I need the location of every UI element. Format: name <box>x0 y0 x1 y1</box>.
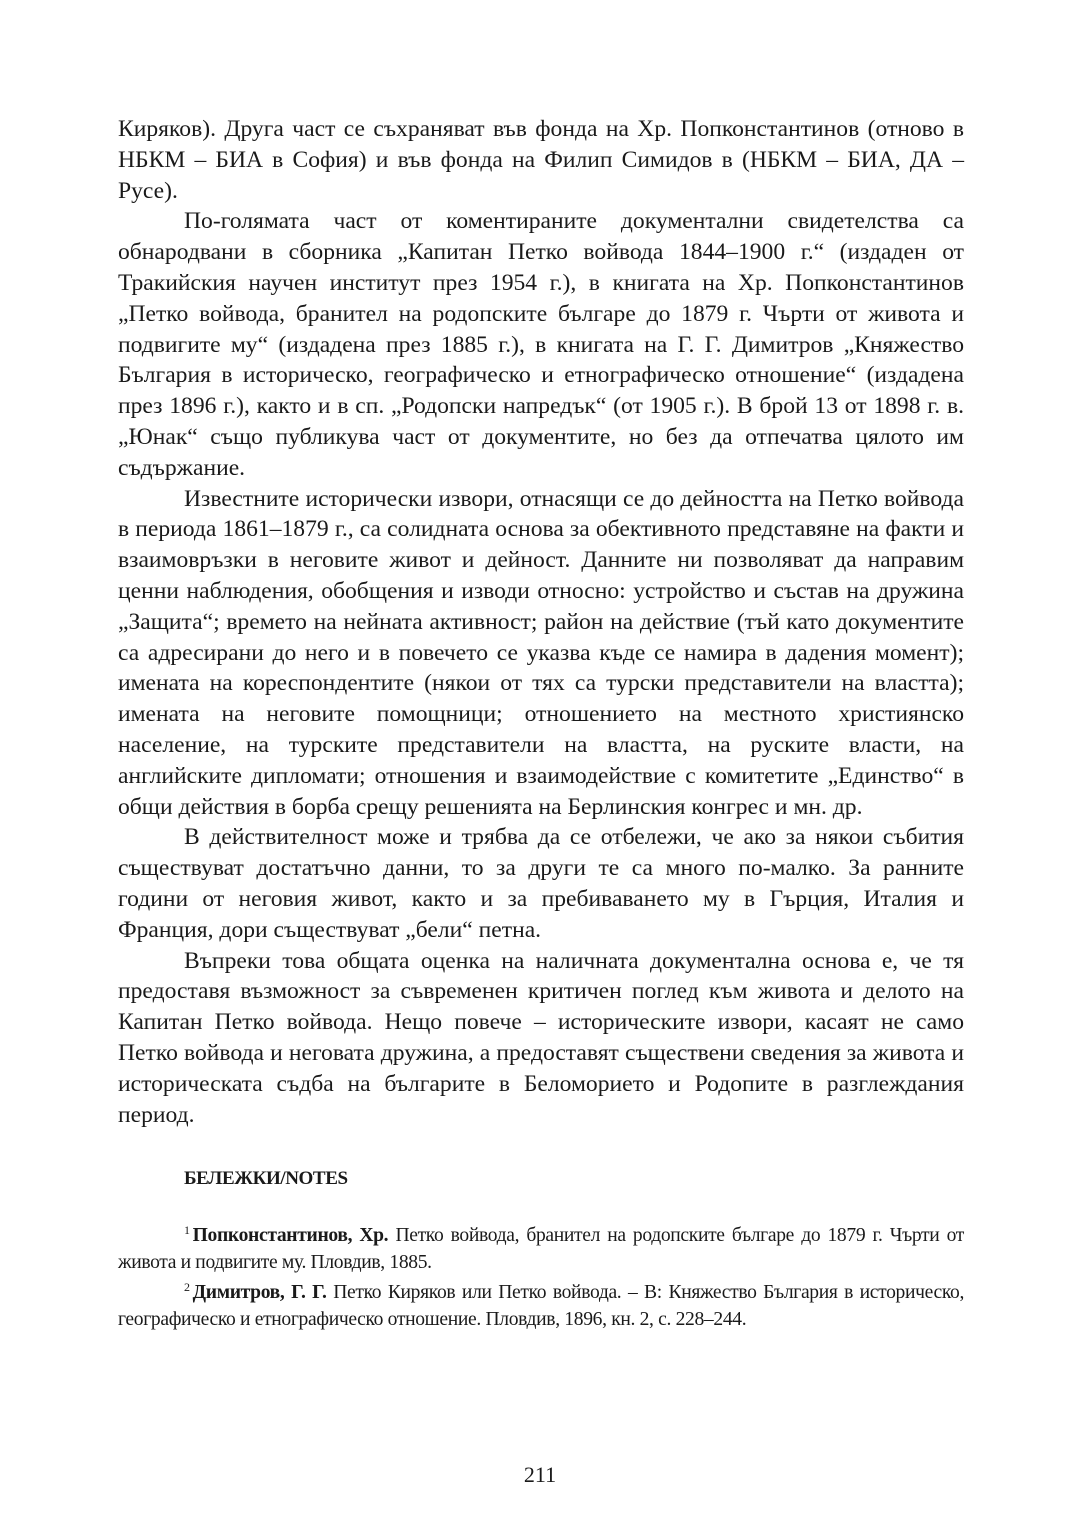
footnote-author: Попконстантинов, Хр. <box>192 1225 389 1247</box>
page-number: 211 <box>523 1462 557 1487</box>
footnote-number: 1 <box>184 1223 190 1238</box>
paragraph-continuation: Киряков). Друга част се съхраняват във фонда на Хр. Попконстантинов (отново в НБКМ – БИА в София) и във фонда на Филип Симидов в (НБКМ – БИА, ДА – Русе). <box>118 116 964 204</box>
paragraph-conclusion: Въпреки това общата оценка на наличната документална основа е, че тя предоставя възможност за съвременен критичен поглед към живота и делото на Капитан Петко войвода. Нещо повече – историческите извори, касаят не само Петко войвода и неговата дружина, а предоставят съществени сведения за живота и историческата съдба на българите в Беломорието и Родопите в разглеждания период. <box>118 947 964 1128</box>
footnote-2 <box>118 1280 964 1333</box>
page-body <box>118 114 964 1337</box>
footnote-text: Петко Киряков или Петко войвода. – В: Княжество България в историческо, географическо и етнографическо отношение. Пловдив, 1896, кн. 2, с. 228–244. <box>118 1282 964 1330</box>
footnote-number: 2 <box>184 1280 190 1295</box>
footnote-1 <box>118 1223 964 1276</box>
paragraph-published-sources: По-голямата част от коментираните документални свидетелства са обнародвани в сборника „Капитан Петко войвода 1844–1900 г.“ (издаден от Тракийския научен институт през 1954 г.), в книгата на Хр. Попконстантинов „Петко войвода, бранител на родопските българе до 1879 г. Чърти от живота и подвигите му“ (издадена през 1885 г.), в книгата на Г. Г. Димитров „Княжество България в историческо, географическо и етнографическо отношение“ (издадена през 1896 г.), както и в сп. „Родопски напредък“ (от 1905 г.). В брой 13 от 1898 г. в. „Юнак“ също публикува част от документите, но без да отпечатва цялото им съдържание. <box>118 208 964 481</box>
paragraph-historical-sources: Известните исторически извори, отнасящи се до дейността на Петко войвода в периода 1861–1879 г., са солидната основа за обективното представяне на факти и взаимовръзки в неговите живот и дейност. Данните ни позволяват да направим ценни наблюдения, обобщения и изводи относно: устройство и състав на дружина „Защита“; времето на нейната активност; район на действие (тъй като документите са адресирани до него и в повечето се указва къде се намира в дадения момент); имената на кореспондентите (някои от тях са турски представители на властта); имената на неговите помощници; отношението на местното християнско население, на турските представители на властта, на руските власти, на английските дипломати; отношения и взаимодействие с комитетите „Единство“ в общи действия в борба срещу решенията на Берлинския конгрес и мн. др. <box>118 485 964 820</box>
footnotes <box>118 1223 964 1333</box>
footnote-author: Димитров, Г. Г. <box>192 1282 327 1304</box>
paragraph-data-gaps: В действителност може и трябва да се отбележи, че ако за някои събития съществуват достатъчно данни, то за други те са много по-малко. За ранните години от неговия живот, както и за пребиваването му в Гърция, Италия и Франция, дори съществуват „бели“ петна. <box>118 824 964 943</box>
notes-heading: БЕЛЕЖКИ/NOTES <box>184 1168 348 1190</box>
footnote-text: Петко войвода, бранител на родопските българе до 1879 г. Чърти от живота и подвигите му. Пловдив, 1885. <box>118 1225 964 1273</box>
